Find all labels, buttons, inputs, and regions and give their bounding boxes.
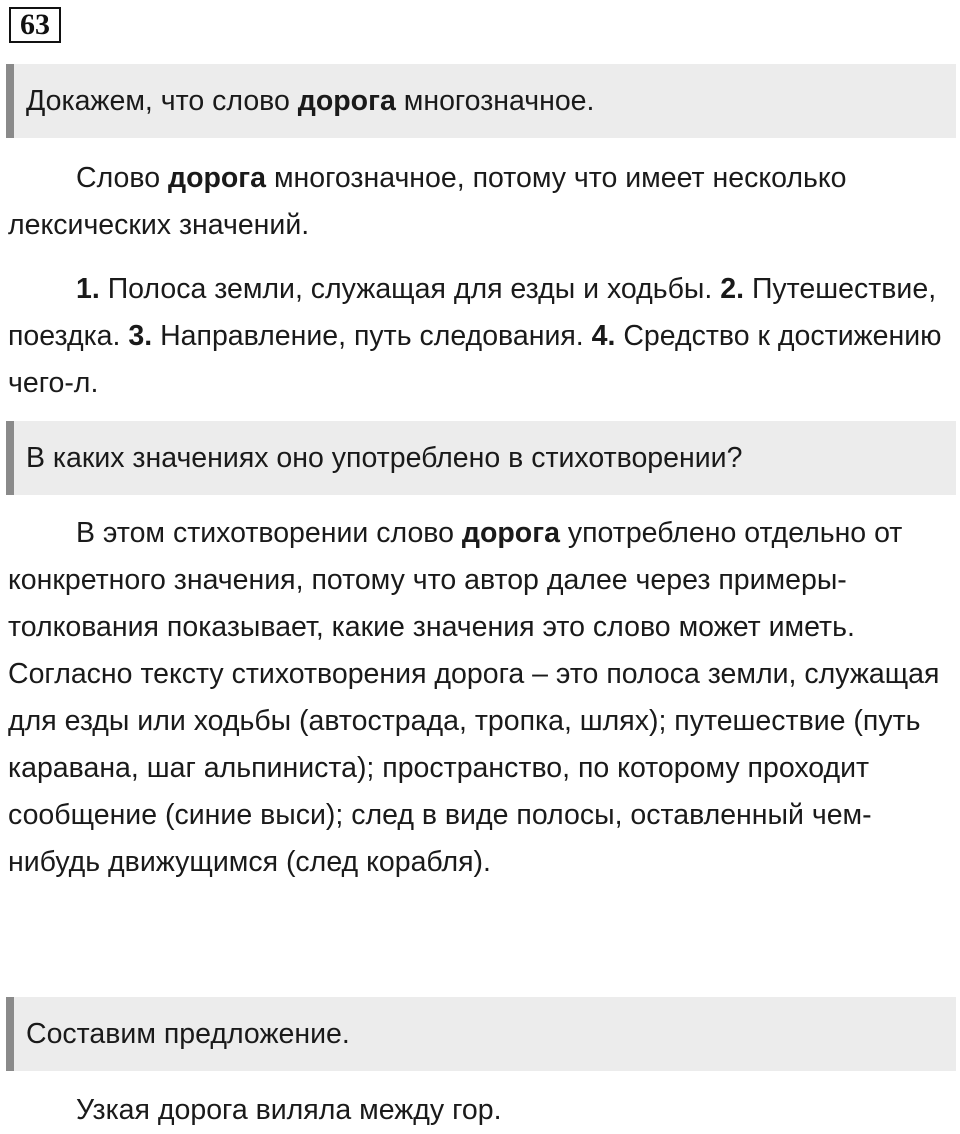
answer-1-after: многозначное, потому что имеет несколько лексических значений. bbox=[8, 162, 847, 241]
meaning-number: 2. bbox=[720, 273, 745, 305]
meaning-number: 4. bbox=[591, 320, 616, 352]
meaning-text: Путешествие, поездка. bbox=[8, 273, 937, 352]
answer-2 bbox=[8, 510, 948, 886]
question-1-after: многозначное. bbox=[395, 85, 595, 117]
question-1-before: Докажем, что слово bbox=[26, 85, 298, 117]
question-3: Составим предложение. bbox=[6, 997, 956, 1071]
meaning-number: 1. bbox=[76, 273, 100, 305]
meaning-text: Направление, путь следования. bbox=[152, 320, 592, 352]
meanings-list bbox=[8, 266, 948, 407]
task-number: 63 bbox=[9, 7, 61, 43]
answer-2-after: употреблено отдельно от конкретного значения, потому что автор далее через примеры-толкования показывает, какие значения это слово может иметь. Согласно тексту стихотворения дорога – это полоса земли, служащая для езды или ходьбы (автострада, тропка, шлях); путешествие (путь каравана, шаг альпиниста); пространство, по которому проходит сообщение (синие выси); след в виде полосы, оставленный чем-нибудь движущимся (след корабля). bbox=[8, 517, 940, 878]
answer-3 bbox=[8, 1087, 948, 1134]
answer-1-keyword: дорога bbox=[167, 162, 267, 194]
meaning-number: 3. bbox=[128, 320, 153, 352]
answer-1 bbox=[8, 155, 948, 249]
question-2: В каких значениях оно употреблено в стихотворении? bbox=[6, 421, 956, 495]
answer-1-before: Слово bbox=[76, 162, 168, 194]
answer-2-before: В этом стихотворении слово bbox=[76, 517, 462, 549]
question-1-keyword: дорога bbox=[297, 85, 396, 117]
answer-2-keyword: дорога bbox=[461, 517, 560, 549]
meaning-text: Полоса земли, служащая для езды и ходьбы. bbox=[99, 273, 721, 305]
question-1 bbox=[6, 64, 956, 138]
meaning-text: Средство к достижению чего-л. bbox=[8, 320, 942, 399]
answer-3-text: Узкая дорога виляла между гор. bbox=[76, 1094, 502, 1126]
